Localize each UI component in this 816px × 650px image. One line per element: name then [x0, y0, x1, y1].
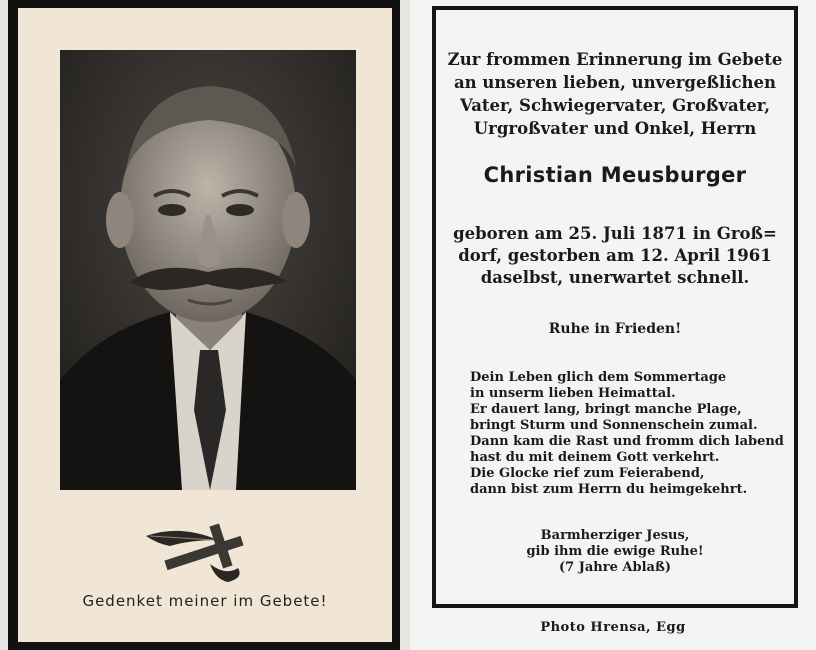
poem-line: Dann kam die Rast und fromm dich labend — [470, 434, 784, 449]
poem — [470, 370, 790, 498]
poem-line: hast du mit deinem Gott verkehrt. — [470, 450, 720, 465]
text-frame — [432, 6, 798, 608]
poem-line: in unserm lieben Heimattal. — [470, 386, 676, 401]
prayer — [436, 528, 794, 576]
dates-text — [436, 223, 794, 289]
prayer-line: gib ihm die ewige Ruhe! — [526, 544, 704, 559]
poem-line: Dein Leben glich dem Sommertage — [470, 370, 727, 385]
photo-credit: Photo Hrensa, Egg — [540, 620, 686, 635]
intro-line: Vater, Schwiegervater, Großvater, — [459, 96, 771, 115]
date-line: geboren am 25. Juli 1871 in Groß= — [453, 224, 777, 243]
intro-text — [436, 48, 794, 140]
date-line: dorf, gestorben am 12. April 1961 — [458, 246, 772, 265]
left-caption: Gedenket meiner im Gebete! — [82, 592, 328, 610]
poem-line: Die Glocke rief zum Feierabend, — [470, 466, 705, 481]
prayer-line: Barmherziger Jesus, — [540, 528, 690, 543]
date-line: daselbst, unerwartet schnell. — [480, 268, 750, 287]
right-card — [410, 0, 816, 650]
intro-line: an unseren lieben, unvergeßlichen — [453, 73, 777, 92]
cross-and-palm-ornament-icon — [140, 518, 260, 586]
intro-line: Urgroßvater und Onkel, Herrn — [473, 119, 757, 138]
deceased-name: Christian Meusburger — [483, 163, 747, 187]
left-card — [8, 0, 400, 650]
poem-line: bringt Sturm und Sonnenschein zumal. — [470, 418, 758, 433]
left-card-inner — [18, 8, 392, 642]
rest-in-peace: Ruhe in Frieden! — [548, 321, 682, 337]
poem-line: dann bist zum Herrn du heimgekehrt. — [470, 482, 748, 497]
poem-line: Er dauert lang, bringt manche Plage, — [470, 402, 742, 417]
intro-line: Zur frommen Erinnerung im Gebete — [447, 50, 783, 69]
portrait-photo — [60, 50, 356, 490]
prayer-line: (7 Jahre Ablaß) — [559, 560, 671, 575]
